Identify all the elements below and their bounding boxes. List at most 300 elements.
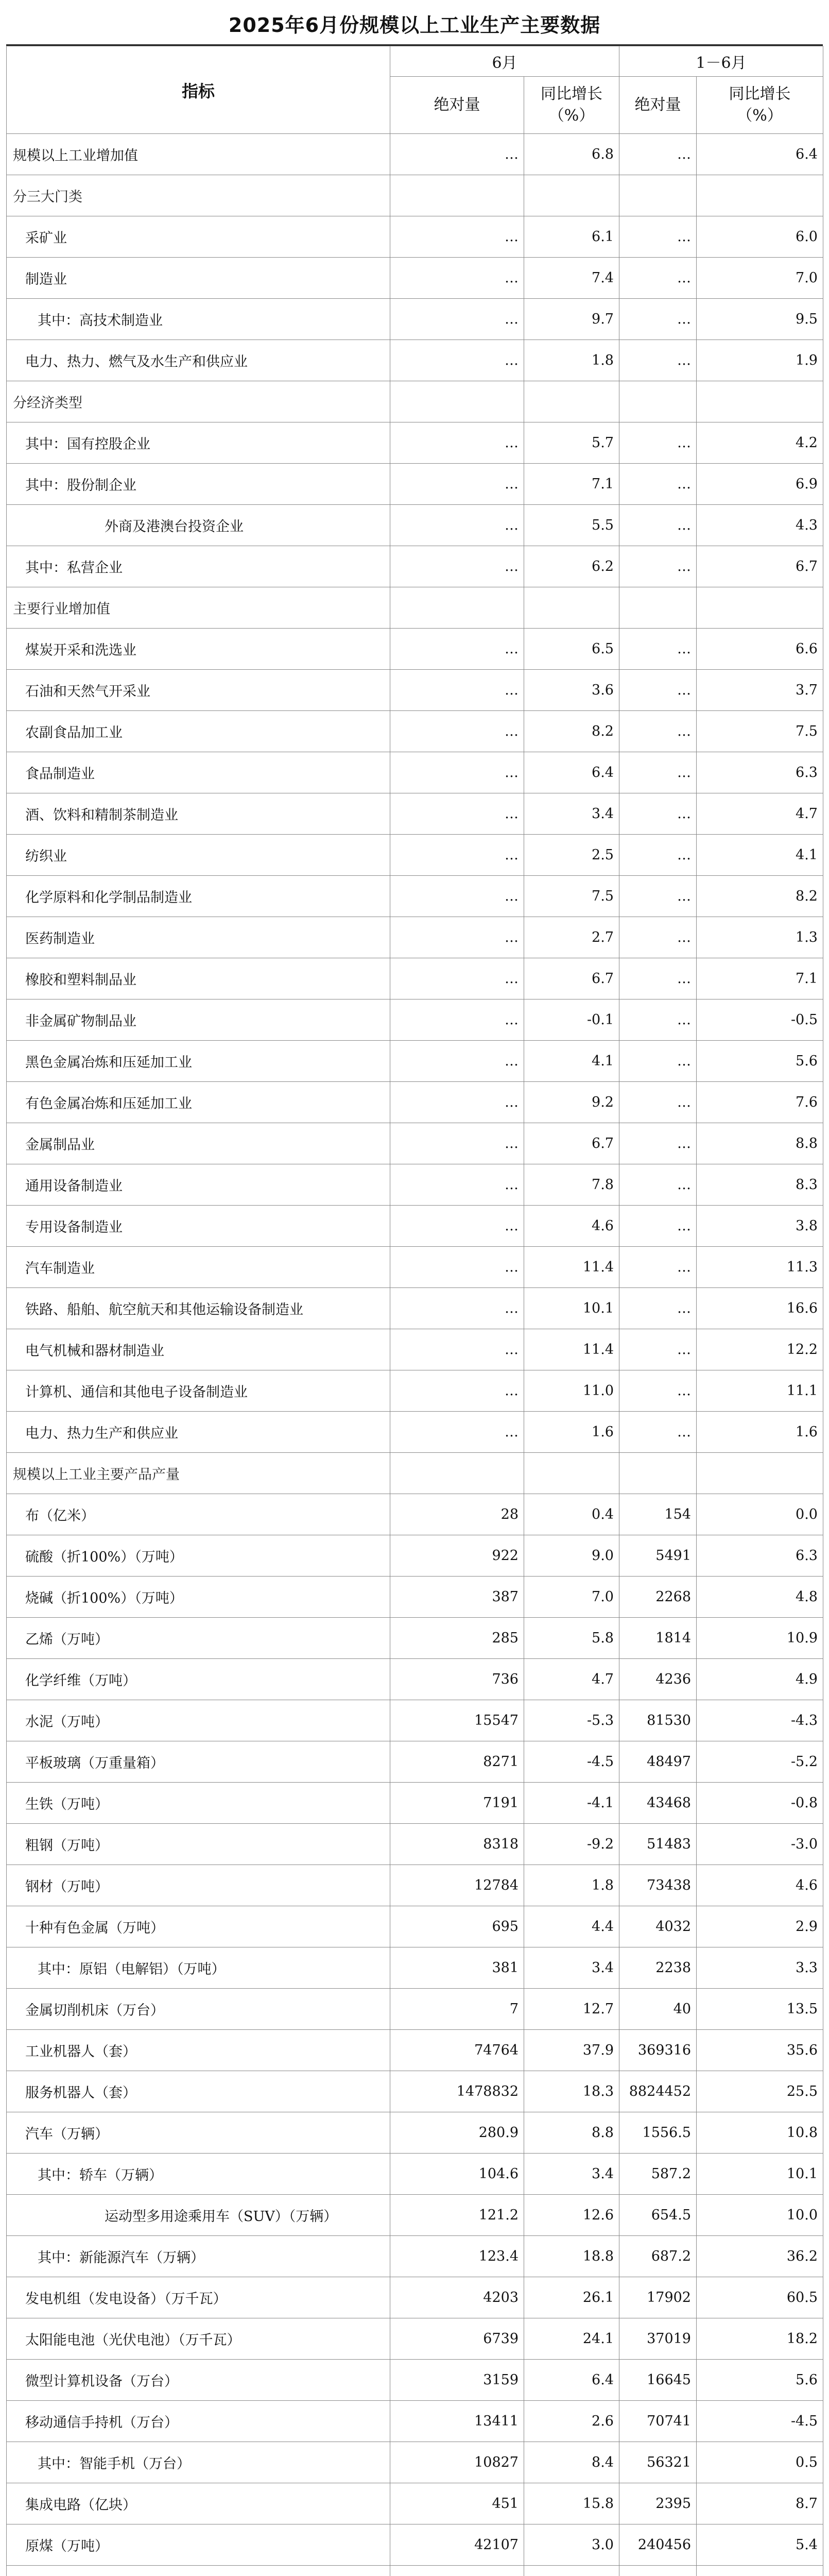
header-row-top: [7, 46, 823, 77]
table-row: [7, 1741, 823, 1783]
jan-jun-header: 1－6月: [619, 46, 823, 77]
table-row: [7, 1247, 823, 1288]
jan-jun-yoy-cell: 6.6: [697, 629, 823, 670]
june-absolute-cell: [390, 2566, 524, 2576]
table-row: [7, 422, 823, 464]
section-row: [7, 381, 823, 422]
table-row: [7, 1123, 823, 1164]
jan-jun-absolute-cell: …: [619, 958, 697, 999]
june-yoy-cell: [524, 175, 619, 216]
june-absolute-cell: 6739: [390, 2318, 524, 2360]
june-absolute-cell: 280.9: [390, 2112, 524, 2154]
jan-jun-absolute-cell: …: [619, 1041, 697, 1082]
june-absolute-cell: 381: [390, 1947, 524, 1989]
table-row: [7, 464, 823, 505]
table-row: [7, 835, 823, 876]
indicator-label: 农副食品加工业: [7, 711, 390, 752]
june-absolute-cell: …: [390, 422, 524, 464]
jan-jun-yoy-cell: 8.8: [697, 1123, 823, 1164]
june-yoy-cell: 4.1: [524, 1041, 619, 1082]
june-yoy-cell: 10.1: [524, 1288, 619, 1329]
jan-jun-absolute-cell: 70741: [619, 2401, 697, 2442]
indicator-label: 乙烯（万吨）: [7, 1618, 390, 1659]
jan-jun-absolute-cell: 73438: [619, 1865, 697, 1906]
june-yoy-cell: [524, 2566, 619, 2576]
jan-jun-yoy-cell: 1.3: [697, 917, 823, 958]
indicator-label: 铁路、船舶、航空航天和其他运输设备制造业: [7, 1288, 390, 1329]
june-yoy-cell: 7.0: [524, 1577, 619, 1618]
june-yoy-cell: 6.7: [524, 1123, 619, 1164]
june-yoy-cell: -9.2: [524, 1824, 619, 1865]
jan-jun-yoy-cell: 18.2: [697, 2318, 823, 2360]
june-absolute-cell: …: [390, 1247, 524, 1288]
june-yoy-cell: -4.5: [524, 1741, 619, 1783]
jan-jun-absolute-cell: …: [619, 134, 697, 175]
indicator-label: 微型计算机设备（万台）: [7, 2360, 390, 2401]
jan-jun-absolute-cell: …: [619, 216, 697, 258]
jan-jun-absolute-cell: 4032: [619, 1906, 697, 1947]
table-row: [7, 1577, 823, 1618]
jan-jun-absolute-cell: …: [619, 1082, 697, 1123]
jan-jun-absolute-cell: 16645: [619, 2360, 697, 2401]
jan-jun-yoy-cell: -4.5: [697, 2401, 823, 2442]
jan-jun-absolute-cell: …: [619, 258, 697, 299]
jan-jun-yoy-cell: 13.5: [697, 1989, 823, 2030]
june-absolute-cell: 7191: [390, 1783, 524, 1824]
table-row: [7, 2566, 823, 2576]
indicator-label: 其中：高技术制造业: [7, 299, 390, 340]
june-yoy-cell: 3.4: [524, 2154, 619, 2195]
jan-jun-absolute-cell: …: [619, 917, 697, 958]
jan-jun-yoy-cell: 6.3: [697, 1535, 823, 1577]
indicator-label: 煤炭开采和洗选业: [7, 629, 390, 670]
indicator-label: 服务机器人（套）: [7, 2071, 390, 2112]
jan-jun-absolute-cell: 48497: [619, 1741, 697, 1783]
june-absolute-cell: …: [390, 793, 524, 835]
indicator-label: 电力、热力、燃气及水生产和供应业: [7, 340, 390, 381]
section-label: 规模以上工业主要产品产量: [7, 1453, 390, 1494]
jan-jun-absolute-cell: 654.5: [619, 2195, 697, 2236]
yoy-label: 同比增长: [541, 85, 602, 103]
table-row: [7, 2524, 823, 2566]
jan-jun-yoy-cell: 10.1: [697, 2154, 823, 2195]
jan-jun-absolute-cell: 1556.5: [619, 2112, 697, 2154]
indicator-label: 粗钢（万吨）: [7, 1824, 390, 1865]
june-absolute-cell: …: [390, 629, 524, 670]
table-body: [7, 134, 823, 2576]
jan-jun-absolute-cell: 1814: [619, 1618, 697, 1659]
june-yoy-cell: 15.8: [524, 2483, 619, 2524]
june-absolute-cell: 42107: [390, 2524, 524, 2566]
jan-jun-yoy-cell: 6.3: [697, 752, 823, 793]
june-yoy-cell: [524, 587, 619, 629]
jan-jun-absolute-cell: 56321: [619, 2442, 697, 2483]
table-row: [7, 752, 823, 793]
june-absolute-cell: …: [390, 1164, 524, 1206]
june-yoy-cell: 6.7: [524, 958, 619, 999]
indicator-label: 采矿业: [7, 216, 390, 258]
jan-jun-absolute-cell: …: [619, 422, 697, 464]
jan-jun-yoy-cell: 1.6: [697, 1412, 823, 1453]
jan-jun-yoy-cell: 4.7: [697, 793, 823, 835]
june-absolute-cell: 74764: [390, 2030, 524, 2071]
yoy-unit: （%）: [548, 107, 595, 125]
june-absolute-cell: …: [390, 670, 524, 711]
jan-jun-yoy-cell: 12.2: [697, 1329, 823, 1370]
jan-jun-absolute-cell: 687.2: [619, 2236, 697, 2277]
june-absolute-cell: [390, 381, 524, 422]
table-row: [7, 1535, 823, 1577]
june-absolute-cell: …: [390, 711, 524, 752]
indicator-label: 水泥（万吨）: [7, 1700, 390, 1741]
jan-jun-absolute-cell: 240456: [619, 2524, 697, 2566]
jan-jun-yoy-cell: 6.4: [697, 134, 823, 175]
june-yoy-cell: 11.4: [524, 1247, 619, 1288]
june-absolute-cell: 15547: [390, 1700, 524, 1741]
section-row: [7, 175, 823, 216]
jan-jun-absolute-cell: [619, 2566, 697, 2576]
june-yoy-cell: 9.7: [524, 299, 619, 340]
june-yoy-cell: [524, 1453, 619, 1494]
jan-jun-absolute-header: 绝对量: [619, 77, 697, 134]
june-yoy-cell: 2.6: [524, 2401, 619, 2442]
table-row: [7, 2154, 823, 2195]
jan-jun-absolute-cell: [619, 381, 697, 422]
june-yoy-cell: 7.5: [524, 876, 619, 917]
indicator-label: 其中：新能源汽车（万辆）: [7, 2236, 390, 2277]
jan-jun-absolute-cell: 17902: [619, 2277, 697, 2318]
jan-jun-yoy-cell: 8.2: [697, 876, 823, 917]
table-row: [7, 546, 823, 587]
june-yoy-cell: 9.0: [524, 1535, 619, 1577]
table-row: [7, 2483, 823, 2524]
june-yoy-cell: -4.1: [524, 1783, 619, 1824]
jan-jun-yoy-cell: 4.6: [697, 1865, 823, 1906]
june-yoy-cell: 3.4: [524, 1947, 619, 1989]
june-yoy-cell: 7.8: [524, 1164, 619, 1206]
table-row: [7, 2277, 823, 2318]
june-yoy-cell: 24.1: [524, 2318, 619, 2360]
june-absolute-cell: …: [390, 464, 524, 505]
section-label: 主要行业增加值: [7, 587, 390, 629]
jan-jun-yoy-cell: 3.3: [697, 1947, 823, 1989]
jan-jun-absolute-cell: …: [619, 1370, 697, 1412]
section-label: 分三大门类: [7, 175, 390, 216]
indicator-label: 钢材（万吨）: [7, 1865, 390, 1906]
june-yoy-cell: 1.8: [524, 1865, 619, 1906]
june-absolute-cell: 8318: [390, 1824, 524, 1865]
jan-jun-yoy-cell: 9.5: [697, 299, 823, 340]
table-row: [7, 670, 823, 711]
jan-jun-absolute-cell: …: [619, 999, 697, 1041]
jan-jun-yoy-cell: 6.7: [697, 546, 823, 587]
indicator-label: 化学纤维（万吨）: [7, 1659, 390, 1700]
table-row: [7, 2360, 823, 2401]
june-yoy-cell: 3.6: [524, 670, 619, 711]
jan-jun-absolute-cell: …: [619, 1247, 697, 1288]
june-absolute-cell: 922: [390, 1535, 524, 1577]
yoy-unit: （%）: [737, 107, 783, 125]
indicator-label: 其中：私营企业: [7, 546, 390, 587]
june-yoy-cell: 37.9: [524, 2030, 619, 2071]
jan-jun-absolute-cell: …: [619, 1206, 697, 1247]
june-absolute-cell: …: [390, 1370, 524, 1412]
june-yoy-cell: 3.4: [524, 793, 619, 835]
jan-jun-absolute-cell: …: [619, 546, 697, 587]
june-absolute-cell: 387: [390, 1577, 524, 1618]
indicator-label: 医药制造业: [7, 917, 390, 958]
june-yoy-cell: 7.1: [524, 464, 619, 505]
jan-jun-absolute-cell: [619, 175, 697, 216]
june-yoy-cell: 7.4: [524, 258, 619, 299]
indicator-label: 烧碱（折100%）（万吨）: [7, 1577, 390, 1618]
jan-jun-yoy-cell: 0.0: [697, 1494, 823, 1535]
jan-jun-yoy-cell: 60.5: [697, 2277, 823, 2318]
jan-jun-absolute-cell: …: [619, 1123, 697, 1164]
indicator-label: 黑色金属冶炼和压延加工业: [7, 1041, 390, 1082]
indicator-label: 电力、热力生产和供应业: [7, 1412, 390, 1453]
jan-jun-yoy-cell: 5.6: [697, 2360, 823, 2401]
table-row: [7, 2318, 823, 2360]
table-row: [7, 299, 823, 340]
june-yoy-cell: 4.6: [524, 1206, 619, 1247]
indicator-label: 平板玻璃（万重量箱）: [7, 1741, 390, 1783]
jan-jun-yoy-cell: 2.9: [697, 1906, 823, 1947]
jan-jun-yoy-cell: 8.7: [697, 2483, 823, 2524]
june-yoy-cell: 0.4: [524, 1494, 619, 1535]
indicator-label: 外商及港澳台投资企业: [7, 505, 390, 546]
table-row: [7, 1412, 823, 1453]
jan-jun-yoy-cell: -4.3: [697, 1700, 823, 1741]
june-absolute-cell: …: [390, 752, 524, 793]
jan-jun-absolute-cell: …: [619, 793, 697, 835]
june-yoy-cell: 5.5: [524, 505, 619, 546]
table-row: [7, 1164, 823, 1206]
table-row: [7, 1082, 823, 1123]
indicator-label: 运动型多用途乘用车（SUV）（万辆）: [7, 2195, 390, 2236]
jan-jun-absolute-cell: 2268: [619, 1577, 697, 1618]
jan-jun-absolute-cell: 37019: [619, 2318, 697, 2360]
june-absolute-cell: 13411: [390, 2401, 524, 2442]
jan-jun-absolute-cell: 2238: [619, 1947, 697, 1989]
june-yoy-cell: 3.0: [524, 2524, 619, 2566]
june-yoy-cell: 18.3: [524, 2071, 619, 2112]
table-row: [7, 134, 823, 175]
jan-jun-yoy-cell: -5.2: [697, 1741, 823, 1783]
table-row: [7, 1659, 823, 1700]
june-yoy-cell: 6.4: [524, 2360, 619, 2401]
table-row: [7, 1989, 823, 2030]
jan-jun-yoy-cell: 0.5: [697, 2442, 823, 2483]
jan-jun-yoy-header: [697, 77, 823, 134]
june-absolute-cell: 7: [390, 1989, 524, 2030]
june-absolute-cell: …: [390, 835, 524, 876]
table-row: [7, 2030, 823, 2071]
jan-jun-absolute-cell: 43468: [619, 1783, 697, 1824]
indicator-label: 电气机械和器材制造业: [7, 1329, 390, 1370]
june-absolute-cell: 28: [390, 1494, 524, 1535]
jan-jun-absolute-cell: 2395: [619, 2483, 697, 2524]
jan-jun-yoy-cell: 5.6: [697, 1041, 823, 1082]
table-row: [7, 2401, 823, 2442]
june-absolute-cell: …: [390, 216, 524, 258]
jan-jun-yoy-cell: 4.9: [697, 1659, 823, 1700]
table-row: [7, 2195, 823, 2236]
data-table: [6, 46, 823, 2576]
jan-jun-yoy-cell: [697, 587, 823, 629]
jan-jun-yoy-cell: [697, 1453, 823, 1494]
indicator-label: 酒、饮料和精制茶制造业: [7, 793, 390, 835]
indicator-label: 其中：原铝（电解铝）（万吨）: [7, 1947, 390, 1989]
june-absolute-cell: …: [390, 1288, 524, 1329]
jan-jun-yoy-cell: 36.2: [697, 2236, 823, 2277]
jan-jun-yoy-cell: 5.4: [697, 2524, 823, 2566]
table-row: [7, 2071, 823, 2112]
indicator-label: 计算机、通信和其他电子设备制造业: [7, 1370, 390, 1412]
jan-jun-yoy-cell: [697, 381, 823, 422]
jan-jun-yoy-cell: 10.0: [697, 2195, 823, 2236]
june-yoy-cell: 11.0: [524, 1370, 619, 1412]
section-label: 分经济类型: [7, 381, 390, 422]
table-row: [7, 1865, 823, 1906]
indicator-label: 石油和天然气开采业: [7, 670, 390, 711]
jan-jun-yoy-cell: 11.3: [697, 1247, 823, 1288]
jan-jun-absolute-cell: 51483: [619, 1824, 697, 1865]
june-absolute-cell: …: [390, 999, 524, 1041]
jan-jun-absolute-cell: …: [619, 1164, 697, 1206]
table-row: [7, 216, 823, 258]
indicator-label: 非金属矿物制品业: [7, 999, 390, 1041]
june-absolute-cell: …: [390, 1412, 524, 1453]
indicator-label: 通用设备制造业: [7, 1164, 390, 1206]
table-row: [7, 1906, 823, 1947]
table-row: [7, 1329, 823, 1370]
june-yoy-cell: 4.4: [524, 1906, 619, 1947]
jan-jun-yoy-cell: 7.0: [697, 258, 823, 299]
yoy-label: 同比增长: [729, 85, 791, 103]
june-absolute-cell: 123.4: [390, 2236, 524, 2277]
indicator-label: 食品制造业: [7, 752, 390, 793]
section-row: [7, 1453, 823, 1494]
indicator-label: 十种有色金属（万吨）: [7, 1906, 390, 1947]
section-row: [7, 587, 823, 629]
jan-jun-yoy-cell: 6.9: [697, 464, 823, 505]
jan-jun-yoy-cell: 7.1: [697, 958, 823, 999]
jan-jun-absolute-cell: …: [619, 752, 697, 793]
june-yoy-header: [524, 77, 619, 134]
june-absolute-cell: 104.6: [390, 2154, 524, 2195]
june-absolute-cell: 451: [390, 2483, 524, 2524]
table-row: [7, 958, 823, 999]
table-row: [7, 876, 823, 917]
jan-jun-yoy-cell: 6.0: [697, 216, 823, 258]
table-row: [7, 1370, 823, 1412]
jan-jun-absolute-cell: …: [619, 711, 697, 752]
jan-jun-yoy-cell: 10.9: [697, 1618, 823, 1659]
indicator-label: 金属切削机床（万台）: [7, 1989, 390, 2030]
jan-jun-yoy-cell: 4.1: [697, 835, 823, 876]
june-absolute-cell: …: [390, 1329, 524, 1370]
june-yoy-cell: 1.6: [524, 1412, 619, 1453]
jan-jun-absolute-cell: …: [619, 1329, 697, 1370]
june-absolute-cell: …: [390, 1206, 524, 1247]
june-yoy-cell: 18.8: [524, 2236, 619, 2277]
jan-jun-absolute-cell: [619, 1453, 697, 1494]
jan-jun-absolute-cell: 40: [619, 1989, 697, 2030]
indicator-label: 生铁（万吨）: [7, 1783, 390, 1824]
indicator-label: 汽车（万辆）: [7, 2112, 390, 2154]
jan-jun-yoy-cell: 8.3: [697, 1164, 823, 1206]
jan-jun-yoy-cell: 3.7: [697, 670, 823, 711]
table-row: [7, 711, 823, 752]
june-yoy-cell: 6.1: [524, 216, 619, 258]
june-yoy-cell: -5.3: [524, 1700, 619, 1741]
june-absolute-cell: 4203: [390, 2277, 524, 2318]
jan-jun-absolute-cell: …: [619, 670, 697, 711]
table-row: [7, 505, 823, 546]
june-absolute-cell: …: [390, 1041, 524, 1082]
june-absolute-cell: …: [390, 958, 524, 999]
june-absolute-cell: …: [390, 258, 524, 299]
indicator-label: 集成电路（亿块）: [7, 2483, 390, 2524]
june-yoy-cell: 8.4: [524, 2442, 619, 2483]
june-absolute-cell: 121.2: [390, 2195, 524, 2236]
indicator-label: 规模以上工业增加值: [7, 134, 390, 175]
indicator-label: 橡胶和塑料制品业: [7, 958, 390, 999]
indicator-label: 太阳能电池（光伏电池）（万千瓦）: [7, 2318, 390, 2360]
june-yoy-cell: 6.2: [524, 546, 619, 587]
june-absolute-cell: 736: [390, 1659, 524, 1700]
june-absolute-cell: …: [390, 505, 524, 546]
june-absolute-cell: [390, 587, 524, 629]
table-row: [7, 1783, 823, 1824]
jan-jun-absolute-cell: …: [619, 835, 697, 876]
indicator-label: 专用设备制造业: [7, 1206, 390, 1247]
jan-jun-absolute-cell: 5491: [619, 1535, 697, 1577]
june-absolute-cell: 3159: [390, 2360, 524, 2401]
jan-jun-yoy-cell: [697, 175, 823, 216]
table-row: [7, 917, 823, 958]
june-absolute-cell: 8271: [390, 1741, 524, 1783]
jan-jun-yoy-cell: 4.2: [697, 422, 823, 464]
indicator-label: 制造业: [7, 258, 390, 299]
jan-jun-absolute-cell: …: [619, 464, 697, 505]
jan-jun-absolute-cell: [619, 587, 697, 629]
jan-jun-yoy-cell: 1.9: [697, 340, 823, 381]
indicator-label: 金属制品业: [7, 1123, 390, 1164]
indicator-label: 其中：国有控股企业: [7, 422, 390, 464]
jan-jun-absolute-cell: …: [619, 1412, 697, 1453]
june-absolute-cell: …: [390, 299, 524, 340]
jan-jun-absolute-cell: 4236: [619, 1659, 697, 1700]
table-row: [7, 1494, 823, 1535]
june-absolute-cell: …: [390, 1082, 524, 1123]
june-yoy-cell: 11.4: [524, 1329, 619, 1370]
report-sheet: [6, 6, 823, 2576]
june-absolute-cell: …: [390, 134, 524, 175]
jan-jun-yoy-cell: 10.8: [697, 2112, 823, 2154]
table-row: [7, 629, 823, 670]
table-row: [7, 1824, 823, 1865]
page-title: 2025年6月份规模以上工业生产主要数据: [6, 6, 823, 46]
june-yoy-cell: 12.7: [524, 1989, 619, 2030]
june-absolute-cell: 285: [390, 1618, 524, 1659]
table-row: [7, 340, 823, 381]
table-row: [7, 1700, 823, 1741]
indicator-label: 化学原料和化学制品制造业: [7, 876, 390, 917]
june-yoy-cell: 2.5: [524, 835, 619, 876]
indicator-label: 原煤（万吨）: [7, 2524, 390, 2566]
